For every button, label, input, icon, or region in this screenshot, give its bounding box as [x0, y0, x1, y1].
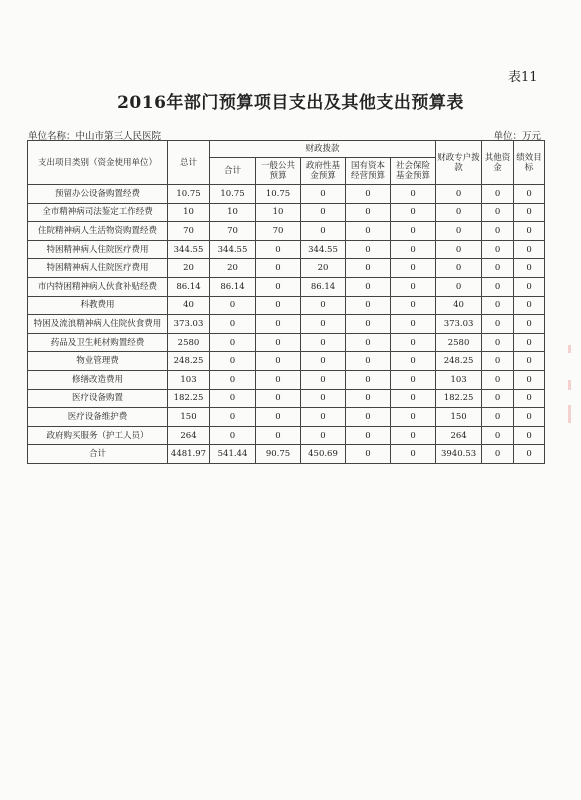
cell-item-name: 药品及卫生耗材购置经费 — [28, 333, 168, 352]
cell-general: 0 — [256, 408, 301, 427]
table-row — [28, 426, 545, 445]
cell-total: 70 — [168, 222, 210, 241]
cell-perf: 0 — [514, 315, 545, 334]
cell-other: 0 — [482, 389, 514, 408]
total-cell-item-name: 合计 — [28, 445, 168, 464]
cell-fund: 0 — [301, 296, 346, 315]
table-body — [28, 185, 545, 464]
cell-state-capital: 0 — [346, 333, 391, 352]
cell-special: 0 — [436, 203, 482, 222]
total-cell-special: 3940.53 — [436, 445, 482, 464]
cell-fund: 0 — [301, 203, 346, 222]
col-perf-header: 绩效目标 — [514, 141, 545, 185]
cell-fund: 0 — [301, 389, 346, 408]
cell-fund: 344.55 — [301, 240, 346, 259]
cell-subtotal: 10.75 — [210, 185, 256, 204]
cell-subtotal: 0 — [210, 408, 256, 427]
cell-total: 86.14 — [168, 277, 210, 296]
cell-total: 182.25 — [168, 389, 210, 408]
cell-other: 0 — [482, 185, 514, 204]
cell-fund: 0 — [301, 408, 346, 427]
cell-perf: 0 — [514, 203, 545, 222]
cell-item-name: 住院精神病人生活物资购置经费 — [28, 222, 168, 241]
cell-general: 10.75 — [256, 185, 301, 204]
cell-perf: 0 — [514, 408, 545, 427]
cell-special: 0 — [436, 259, 482, 278]
cell-fund: 0 — [301, 352, 346, 371]
cell-fund: 0 — [301, 426, 346, 445]
budget-table — [27, 140, 545, 464]
cell-state-capital: 0 — [346, 389, 391, 408]
cell-other: 0 — [482, 333, 514, 352]
margin-mark — [568, 345, 571, 353]
cell-special: 0 — [436, 240, 482, 259]
cell-other: 0 — [482, 240, 514, 259]
cell-item-name: 医疗设备维护费 — [28, 408, 168, 427]
cell-fund: 0 — [301, 333, 346, 352]
cell-other: 0 — [482, 370, 514, 389]
cell-item-name: 物业管理费 — [28, 352, 168, 371]
cell-social-ins: 0 — [391, 222, 436, 241]
cell-state-capital: 0 — [346, 426, 391, 445]
cell-item-name: 市内特困精神病人伙食补贴经费 — [28, 277, 168, 296]
cell-perf: 0 — [514, 352, 545, 371]
table-row — [28, 277, 545, 296]
cell-state-capital: 0 — [346, 408, 391, 427]
cell-total: 40 — [168, 296, 210, 315]
col-social-ins-header: 社会保险基金预算 — [391, 158, 436, 185]
total-cell-general: 90.75 — [256, 445, 301, 464]
cell-item-name: 特困精神病人住院医疗费用 — [28, 240, 168, 259]
cell-social-ins: 0 — [391, 370, 436, 389]
cell-general: 0 — [256, 370, 301, 389]
cell-state-capital: 0 — [346, 315, 391, 334]
cell-other: 0 — [482, 352, 514, 371]
cell-other: 0 — [482, 296, 514, 315]
table-row — [28, 203, 545, 222]
cell-perf: 0 — [514, 277, 545, 296]
col-special-header: 财政专户拨款 — [436, 141, 482, 185]
cell-other: 0 — [482, 426, 514, 445]
cell-subtotal: 0 — [210, 352, 256, 371]
col-fund-header: 政府性基金预算 — [301, 158, 346, 185]
cell-perf: 0 — [514, 426, 545, 445]
table-row — [28, 370, 545, 389]
cell-state-capital: 0 — [346, 240, 391, 259]
cell-social-ins: 0 — [391, 333, 436, 352]
cell-total: 2580 — [168, 333, 210, 352]
cell-general: 0 — [256, 333, 301, 352]
table-row — [28, 185, 545, 204]
cell-perf: 0 — [514, 333, 545, 352]
cell-special: 40 — [436, 296, 482, 315]
cell-other: 0 — [482, 408, 514, 427]
cell-special: 2580 — [436, 333, 482, 352]
cell-social-ins: 0 — [391, 203, 436, 222]
table-row — [28, 389, 545, 408]
cell-perf: 0 — [514, 240, 545, 259]
cell-fund: 0 — [301, 222, 346, 241]
total-cell-other: 0 — [482, 445, 514, 464]
cell-perf: 0 — [514, 222, 545, 241]
col-subtotal-header: 合计 — [210, 158, 256, 185]
cell-state-capital: 0 — [346, 277, 391, 296]
table-row — [28, 408, 545, 427]
margin-mark — [568, 380, 571, 390]
cell-general: 0 — [256, 315, 301, 334]
table-row — [28, 296, 545, 315]
table-number: 表11 — [508, 70, 538, 85]
cell-total: 10 — [168, 203, 210, 222]
cell-total: 20 — [168, 259, 210, 278]
cell-subtotal: 0 — [210, 296, 256, 315]
cell-social-ins: 0 — [391, 426, 436, 445]
margin-mark — [568, 405, 571, 423]
total-cell-perf: 0 — [514, 445, 545, 464]
col-total-header: 总计 — [168, 141, 210, 185]
cell-state-capital: 0 — [346, 259, 391, 278]
cell-state-capital: 0 — [346, 370, 391, 389]
cell-perf: 0 — [514, 389, 545, 408]
cell-subtotal: 86.14 — [210, 277, 256, 296]
page-title: 2016年部门预算项目支出及其他支出预算表 — [117, 93, 464, 113]
cell-state-capital: 0 — [346, 203, 391, 222]
col-item-header: 支出项目类别（资金使用单位） — [28, 141, 168, 185]
total-cell-state-capital: 0 — [346, 445, 391, 464]
cell-other: 0 — [482, 222, 514, 241]
cell-state-capital: 0 — [346, 352, 391, 371]
cell-special: 0 — [436, 277, 482, 296]
cell-fund: 0 — [301, 315, 346, 334]
table-row — [28, 259, 545, 278]
cell-special: 0 — [436, 222, 482, 241]
cell-other: 0 — [482, 259, 514, 278]
cell-social-ins: 0 — [391, 352, 436, 371]
cell-special: 103 — [436, 370, 482, 389]
cell-perf: 0 — [514, 185, 545, 204]
total-cell-subtotal: 541.44 — [210, 445, 256, 464]
cell-social-ins: 0 — [391, 389, 436, 408]
cell-perf: 0 — [514, 296, 545, 315]
table-header — [28, 141, 545, 185]
cell-social-ins: 0 — [391, 240, 436, 259]
cell-total: 264 — [168, 426, 210, 445]
cell-other: 0 — [482, 277, 514, 296]
cell-item-name: 政府购买服务（护工人员） — [28, 426, 168, 445]
cell-social-ins: 0 — [391, 296, 436, 315]
cell-general: 0 — [256, 426, 301, 445]
cell-subtotal: 0 — [210, 389, 256, 408]
cell-general: 0 — [256, 259, 301, 278]
col-state-capital-header: 国有资本经营预算 — [346, 158, 391, 185]
cell-general: 70 — [256, 222, 301, 241]
col-general-header: 一般公共预算 — [256, 158, 301, 185]
cell-state-capital: 0 — [346, 296, 391, 315]
cell-item-name: 预留办公设备购置经费 — [28, 185, 168, 204]
cell-state-capital: 0 — [346, 185, 391, 204]
cell-fund: 20 — [301, 259, 346, 278]
total-cell-social-ins: 0 — [391, 445, 436, 464]
cell-item-name: 特困精神病人住院医疗费用 — [28, 259, 168, 278]
cell-total: 344.55 — [168, 240, 210, 259]
cell-special: 264 — [436, 426, 482, 445]
cell-social-ins: 0 — [391, 315, 436, 334]
cell-subtotal: 20 — [210, 259, 256, 278]
cell-item-name: 全市精神病司法鉴定工作经费 — [28, 203, 168, 222]
cell-general: 10 — [256, 203, 301, 222]
total-row — [28, 445, 545, 464]
cell-special: 182.25 — [436, 389, 482, 408]
cell-subtotal: 70 — [210, 222, 256, 241]
cell-total: 103 — [168, 370, 210, 389]
total-cell-total: 4481.97 — [168, 445, 210, 464]
table-row — [28, 333, 545, 352]
cell-special: 373.03 — [436, 315, 482, 334]
cell-special: 248.25 — [436, 352, 482, 371]
cell-special: 150 — [436, 408, 482, 427]
col-other-header: 其他资金 — [482, 141, 514, 185]
cell-perf: 0 — [514, 259, 545, 278]
cell-item-name: 特困及流浪精神病人住院伙食费用 — [28, 315, 168, 334]
col-fiscal-group-header: 财政拨款 — [210, 141, 436, 158]
total-cell-fund: 450.69 — [301, 445, 346, 464]
cell-total: 150 — [168, 408, 210, 427]
cell-other: 0 — [482, 203, 514, 222]
cell-state-capital: 0 — [346, 222, 391, 241]
cell-social-ins: 0 — [391, 259, 436, 278]
cell-other: 0 — [482, 315, 514, 334]
cell-item-name: 医疗设备购置 — [28, 389, 168, 408]
cell-subtotal: 0 — [210, 333, 256, 352]
cell-subtotal: 0 — [210, 370, 256, 389]
cell-general: 0 — [256, 352, 301, 371]
cell-social-ins: 0 — [391, 408, 436, 427]
cell-total: 373.03 — [168, 315, 210, 334]
cell-subtotal: 10 — [210, 203, 256, 222]
table-row — [28, 222, 545, 241]
currency-unit: 单位：万元 — [493, 131, 541, 142]
cell-general: 0 — [256, 240, 301, 259]
cell-social-ins: 0 — [391, 185, 436, 204]
cell-item-name: 科教费用 — [28, 296, 168, 315]
table-row — [28, 352, 545, 371]
cell-total: 10.75 — [168, 185, 210, 204]
cell-fund: 0 — [301, 370, 346, 389]
table-row — [28, 240, 545, 259]
cell-special: 0 — [436, 185, 482, 204]
cell-perf: 0 — [514, 370, 545, 389]
cell-total: 248.25 — [168, 352, 210, 371]
cell-general: 0 — [256, 389, 301, 408]
cell-general: 0 — [256, 296, 301, 315]
cell-general: 0 — [256, 277, 301, 296]
cell-subtotal: 344.55 — [210, 240, 256, 259]
unit-name: 单位名称：中山市第三人民医院 — [28, 131, 162, 142]
cell-fund: 0 — [301, 185, 346, 204]
cell-fund: 86.14 — [301, 277, 346, 296]
cell-subtotal: 0 — [210, 426, 256, 445]
cell-item-name: 修缮改造费用 — [28, 370, 168, 389]
cell-social-ins: 0 — [391, 277, 436, 296]
cell-subtotal: 0 — [210, 315, 256, 334]
table-row — [28, 315, 545, 334]
